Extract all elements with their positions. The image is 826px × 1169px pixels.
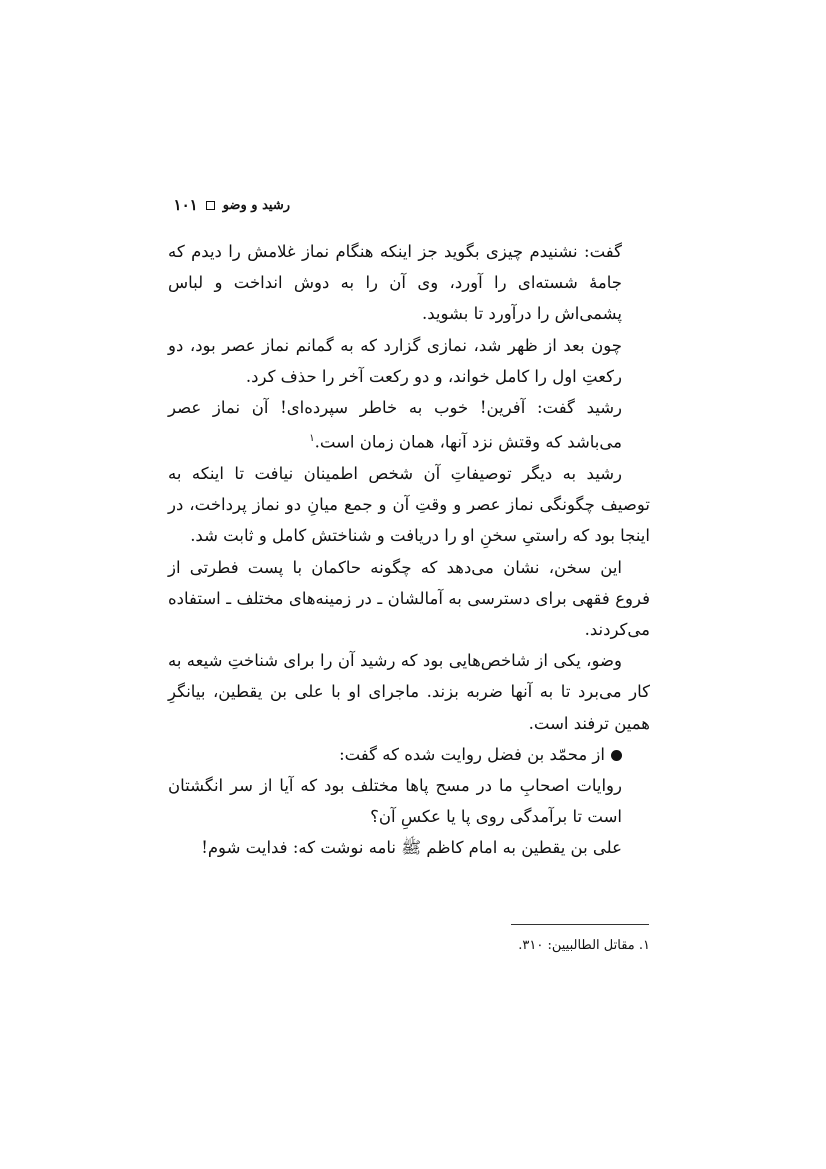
paragraph: گفت: نشنیدم چیزی بگوید جز اینکه هنگام نماز غلامش را دیدم که جامهٔ شسته‌ای را آورد، وی آن را به دوش انداخت و لباس پشمی‌اش را درآورد تا بشوید. [168,242,622,324]
header-title: رشید و وضو [222,197,290,213]
paragraph: رشید گفت: آفرین! خوب به خاطر سپرده‌ای! آن نماز عصر می‌باشد که وقتش نزد آنها، همان زمان است.$^۱$ [168,398,622,452]
footnote-divider [511,924,649,925]
paragraph: وضو، یکی از شاخص‌هایی بود که رشید آن را برای شناختِ شیعه به کار می‌برد تا به آنها ضربه بزند. ماجرای او با علی بن یقطین، بیانگرِ همین ترفند است. [168,651,650,733]
paragraph: روایات اصحابِ ما در مسح پاها مختلف بود که آیا از سر انگشتان است تا برآمدگی روی پا یا عکسِ آن؟ [168,775,622,827]
footnote-ref: ۱ [309,433,315,445]
paragraph: چون بعد از ظهر شد، نمازی گزارد که به گمانم نماز عصر بود، دو رکعتِ اول را کامل خواند، و دو رکعت آخر را حذف کرد. [168,335,622,386]
running-header [170,193,290,217]
paragraph: رشید به دیگر توصیفاتِ آن شخص اطمینان نیافت تا اینکه به توصیف چگونگی نماز عصر و وقتِ آن و جمع میانِ دو نماز پرداخت، در اینجا بود که راستیِ سخنِ او را دریافت و شناختش کامل و ثابت شد. [168,463,650,546]
bullet-paragraph: از محمّد بن فضل روایت شده که گفت: [168,739,650,770]
paragraph: این سخن، نشان می‌دهد که چگونه حاکمان با پست فطرتی از فروع فقهی برای دسترسی به آمالشان ـ در زمینه‌های مختلف ـ استفاده می‌کردند. [168,557,650,639]
bullet-icon [611,750,622,761]
page-number: ۱۰۱ [173,196,198,214]
square-icon [206,201,215,210]
footnote: ۱. مقاتل الطالبیین: ۳۱۰. [518,938,650,953]
body-text [168,236,650,864]
paragraph: علی بن یقطین به امام کاظم ﷺ نامه نوشت که: فدایت شوم! [201,838,622,858]
